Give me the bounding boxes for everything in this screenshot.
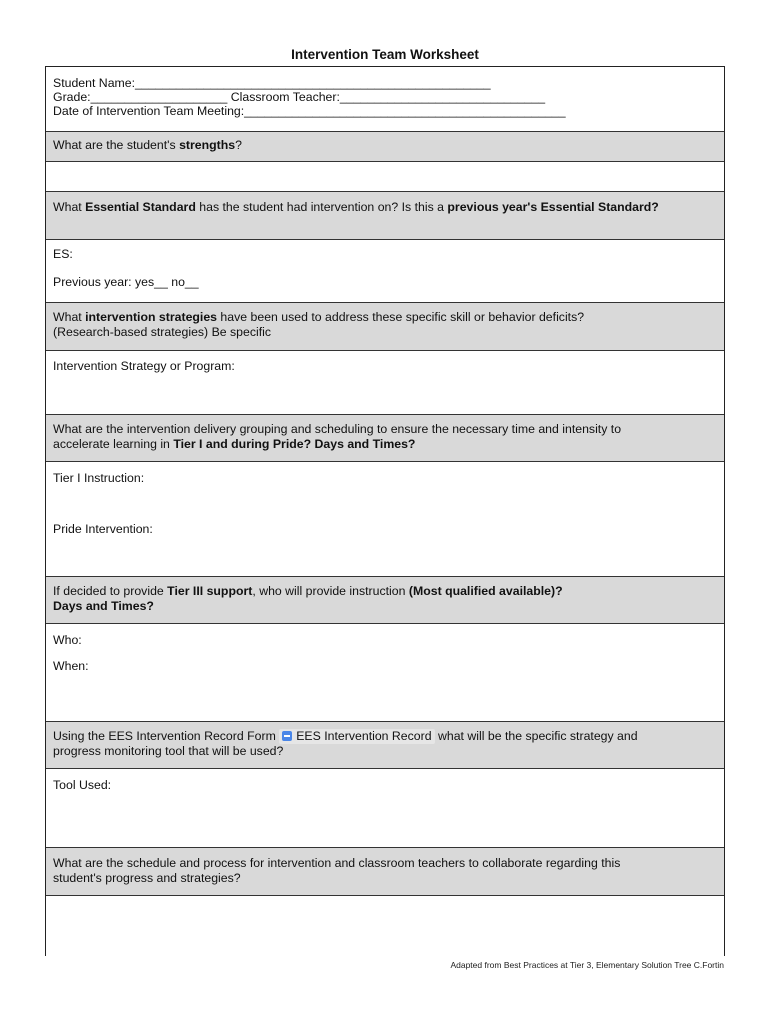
record-form-link[interactable]: EES Intervention Record [279,729,434,744]
tier3-question: If decided to provide Tier III support, who will provide instruction (Most qualified available)? Days and Times? [46,577,724,624]
tool-used-label: Tool Used: [53,778,112,792]
meeting-date-field[interactable]: Date of Intervention Team Meeting:_______________________________________________ [53,104,566,118]
collaboration-question: What are the schedule and process for intervention and classroom teachers to collaborate regarding this student's progress and strategies? [46,848,724,896]
strategies-answer[interactable] [46,351,724,415]
pride-label: Pride Intervention: [53,522,153,536]
worksheet-table [45,66,725,956]
essential-standard-question: What Essential Standard has the student had intervention on? Is this a previous year's Essential Standard? [46,192,724,240]
tool-answer[interactable] [46,769,724,848]
strategies-question: What intervention strategies have been used to address these specific skill or behavior deficits? (Research-based strategies) Be specific [46,303,724,351]
student-info-section [46,67,724,132]
previous-year-field[interactable]: Previous year: yes__ no__ [53,275,199,289]
who-label: Who: [53,633,82,647]
student-name-field[interactable]: Student Name:____________________________________________________ [53,76,491,90]
grade-teacher-field[interactable]: Grade:____________________ Classroom Teacher:______________________________ [53,90,546,104]
essential-standard-answer[interactable] [46,240,724,303]
tier1-label: Tier I Instruction: [53,471,145,485]
worksheet-title: Intervention Team Worksheet [291,47,479,62]
when-label: When: [53,659,89,673]
es-label: ES: [53,247,73,261]
strengths-answer[interactable] [46,162,724,192]
strengths-question: What are the student's strengths? [46,132,724,162]
record-form-question: Using the EES Intervention Record Form EES Intervention Record what will be the specific strategy and progress monitoring tool that will be used? [46,722,724,769]
tier3-answer[interactable] [46,624,724,722]
strategy-program-label: Intervention Strategy or Program: [53,359,235,373]
document-icon [282,731,292,741]
grouping-question: What are the intervention delivery grouping and scheduling to ensure the necessary time and intensity to accelerate learning in Tier I and during Pride? Days and Times? [46,415,724,462]
footer-credit: Adapted from Best Practices at Tier 3, Elementary Solution Tree C.Fortin [450,960,724,970]
collaboration-answer[interactable] [46,896,724,957]
grouping-answer[interactable] [46,462,724,577]
